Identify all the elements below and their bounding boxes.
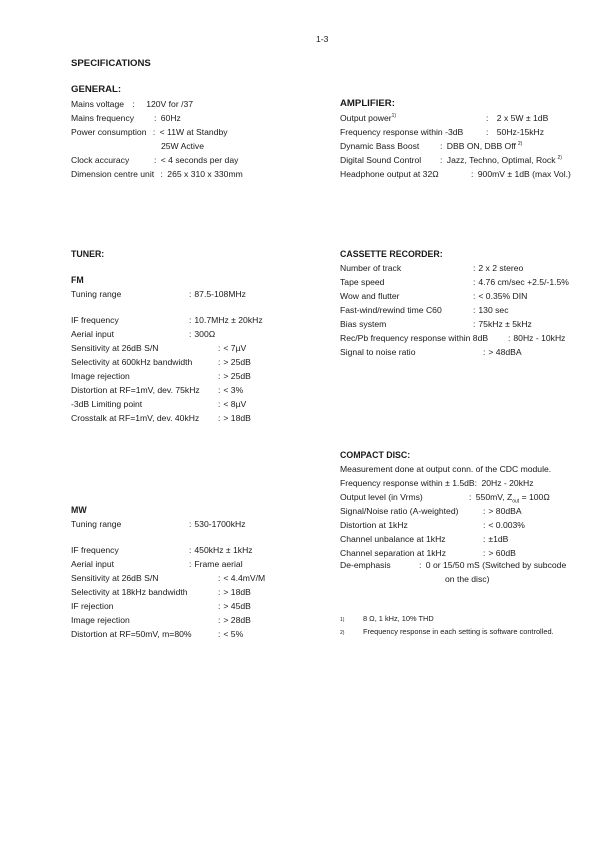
cd-row-value: : 550mV, $Z_{out} = 100\Omega$ (469, 492, 550, 505)
spec-value-cell (189, 315, 263, 325)
spec-value: 75kHz ± 5kHz (478, 319, 532, 329)
spec-value: < 4 seconds per day (160, 155, 239, 165)
spec-sep: : (154, 113, 157, 123)
spec-value: > 48dBA (488, 347, 522, 357)
spec-sep: : (218, 615, 221, 625)
spec-value-cell (483, 506, 522, 516)
footnote-mark: 1) (340, 617, 345, 623)
spec-value: > 60dB (488, 548, 516, 558)
spec-sep: : (160, 169, 163, 179)
spec-value: 120V for /37 (146, 99, 194, 109)
spec-sep: : (152, 127, 156, 137)
spec-label: Tape speed (340, 277, 385, 287)
amplifier-row-value (486, 127, 544, 137)
spec-sep: : (486, 127, 489, 137)
spec-label: IF frequency (71, 545, 119, 555)
spec-label: Frequency response within -3dB (340, 127, 464, 137)
spec-label: -3dB Limiting point (71, 399, 143, 409)
spec-sep: : (218, 573, 221, 583)
spec-label: Channel unbalance at 1kHz (340, 534, 446, 544)
cd-intro: Measurement done at output conn. of the CDC module. (340, 464, 552, 474)
spec-label: Signal/Noise ratio (A-weighted) (340, 506, 459, 516)
spec-sep: : (218, 629, 221, 639)
spec-sep: : (218, 357, 221, 367)
spec-label: Dimension centre unit (71, 169, 155, 179)
spec-sep: : (486, 113, 489, 123)
spec-sep: : (189, 519, 192, 529)
spec-label: Frequency response within ± 1.5dB (340, 478, 475, 488)
spec-label: Wow and flutter (340, 291, 400, 301)
spec-sep: : (483, 548, 486, 558)
spec-value: 2 x 2 stereo (478, 263, 524, 273)
spec-value: 265 x 310 x 330mm (167, 169, 243, 179)
spec-value-cell (189, 289, 246, 299)
spec-sep: : (471, 169, 474, 179)
spec-sep: : (483, 534, 486, 544)
spec-label: Aerial input (71, 329, 114, 339)
cassette-heading: CASSETTE RECORDER: (340, 249, 443, 259)
spec-sep: : (483, 506, 486, 516)
spec-value-cell (218, 573, 265, 583)
spec-label: Number of track (340, 263, 402, 273)
spec-sep: : (218, 587, 221, 597)
spec-value: 20Hz - 20kHz (481, 478, 534, 488)
spec-value: < 5% (223, 629, 244, 639)
spec-sep: : (218, 371, 221, 381)
spec-value: Jazz, Techno, Optimal, Rock (446, 155, 556, 165)
spec-value: 50Hz-15kHz (496, 127, 545, 137)
spec-label: Tuning range (71, 289, 122, 299)
spec-value: 60Hz (160, 113, 181, 123)
spec-value: < 4.4mV/M (223, 573, 266, 583)
spec-value-cell (218, 629, 243, 639)
cd-heading: COMPACT DISC: (340, 450, 411, 460)
spec-label: Sensitivity at 26dB S/N (71, 573, 159, 583)
spec-value: < 11W at Standby (159, 127, 228, 137)
spec-value-cell (508, 333, 565, 343)
spec-sep: : (132, 99, 135, 109)
spec-value: 4.76 cm/sec +2.5/-1.5% (478, 277, 569, 287)
spec-subscript: out (512, 498, 520, 505)
amplifier-row (340, 169, 439, 179)
spec-label: Image rejection (71, 371, 130, 381)
spec-label: Bias system (340, 319, 387, 329)
spec-value-cell (483, 534, 508, 544)
spec-label: Fast-wind/rewind time C60 (340, 305, 442, 315)
spec-value-cell (218, 399, 246, 409)
spec-sep: : (218, 601, 221, 611)
footnote-text: 8 Ω, 1 kHz, 10% THD (363, 614, 434, 623)
spec-label: Distortion at 1kHz (340, 520, 408, 530)
spec-value-cell (483, 347, 522, 357)
spec-value-cell (218, 357, 251, 367)
spec-sep: : (189, 315, 192, 325)
general-row (71, 169, 243, 179)
spec-sep: : (218, 413, 221, 423)
tuner-heading: TUNER: (71, 249, 105, 259)
spec-value-tail: = 100Ω (519, 492, 550, 502)
amplifier-row-value (486, 113, 548, 123)
general-row (71, 113, 134, 123)
spec-label: Channel separation at 1kHz (340, 548, 447, 558)
spec-label: De-emphasis (340, 560, 391, 570)
spec-sep: : (483, 520, 486, 530)
spec-sep: : (473, 263, 476, 273)
spec-label: Mains frequency (71, 113, 135, 123)
spec-sep: : (440, 141, 443, 151)
spec-value: 0 or 15/50 mS (Switched by subcode (425, 560, 567, 570)
spec-value-cell (473, 291, 527, 301)
spec-value: > 18dB (223, 587, 251, 597)
amplifier-row-value (440, 141, 522, 151)
amplifier-row (340, 113, 396, 123)
amplifier-row-value (471, 169, 571, 179)
spec-label: Image rejection (71, 615, 130, 625)
spec-value-cell (218, 413, 251, 423)
spec-value-cell (189, 329, 215, 339)
spec-value-cell (189, 559, 243, 569)
spec-value-cell (473, 319, 532, 329)
spec-value-cell (473, 277, 569, 287)
spec-label: Output level (in Vrms) (340, 492, 423, 502)
spec-sep: : (154, 155, 157, 165)
footnote-mark: 2) (340, 630, 345, 636)
spec-label: Aerial input (71, 559, 114, 569)
page-number: 1-3 (316, 34, 329, 44)
spec-value: < 0.35% DIN (478, 291, 528, 301)
general-row (71, 99, 193, 109)
spec-value: Frame aerial (194, 559, 243, 569)
amplifier-row (340, 141, 419, 151)
spec-value: > 25dB (223, 371, 251, 381)
spec-value-cell (483, 520, 525, 530)
spec-value: DBB ON, DBB Off (446, 141, 516, 151)
spec-label: Distortion at RF=50mV, m=80% (71, 629, 192, 639)
general-row (71, 155, 129, 165)
spec-value-cell (473, 263, 523, 273)
spec-value-cell (483, 548, 516, 558)
spec-value: 80Hz - 10kHz (513, 333, 566, 343)
spec-sep: : (440, 155, 443, 165)
amplifier-heading: AMPLIFIER: (340, 98, 395, 109)
spec-sep: : (189, 289, 192, 299)
spec-label: Rec/Pb frequency response within 8dB (340, 333, 489, 343)
spec-value: 130 sec (478, 305, 509, 315)
spec-label: Distortion at RF=1mV, dev. 75kHz (71, 385, 200, 395)
spec-label: Sensitivity at 26dB S/N (71, 343, 159, 353)
spec-value: 900mV ± 1dB (max Vol.) (477, 169, 571, 179)
spec-value: > 28dB (223, 615, 251, 625)
spec-value: > 45dB (223, 601, 251, 611)
mw-heading: MW (71, 505, 87, 515)
page-title: SPECIFICATIONS (71, 58, 151, 69)
spec-value-cell (473, 305, 509, 315)
fm-heading: FM (71, 275, 84, 285)
amplifier-row (340, 127, 463, 137)
general-heading: GENERAL: (71, 84, 122, 95)
spec-value: 300Ω (194, 329, 216, 339)
spec-value-cell (218, 371, 251, 381)
spec-value: > 80dBA (488, 506, 522, 516)
spec-label: IF frequency (71, 315, 119, 325)
spec-value: < 7µV (223, 343, 247, 353)
spec-value: 550mV, Z (475, 492, 513, 502)
spec-value-cell (218, 343, 246, 353)
spec-label: Clock accuracy (71, 155, 130, 165)
spec-value-cell (189, 545, 253, 555)
cd-row-value: : 0 or 15/50 mS (Switched by subcode (419, 560, 567, 570)
spec-value: 530-1700kHz (194, 519, 246, 529)
spec-value: on the disc) (445, 574, 490, 584)
spec-sep: : (473, 305, 476, 315)
spec-label: Power consumption (71, 127, 147, 137)
spec-label: Selectivity at 600kHz bandwidth (71, 357, 193, 367)
spec-label: Mains voltage (71, 99, 125, 109)
spec-label: Crosstalk at RF=1mV, dev. 40kHz (71, 413, 200, 423)
spec-label: Headphone output at 32Ω (340, 169, 439, 179)
amplifier-row (340, 155, 421, 165)
spec-sep: : (218, 343, 221, 353)
spec-value-cell (189, 519, 246, 529)
spec-value: < 3% (223, 385, 244, 395)
spec-value: > 25dB (223, 357, 251, 367)
spec-value: 25W Active (161, 141, 204, 151)
spec-sep: : (218, 385, 221, 395)
spec-value: < 0.003% (488, 520, 525, 530)
spec-label: Selectivity at 18kHz bandwidth (71, 587, 188, 597)
amplifier-row-value (440, 155, 562, 165)
spec-value-cell (218, 385, 243, 395)
spec-label: Tuning range (71, 519, 122, 529)
spec-value: ±1dB (488, 534, 509, 544)
spec-value: 10.7MHz ± 20kHz (194, 315, 263, 325)
general-row-value (154, 155, 238, 165)
spec-label: Output power (340, 113, 392, 123)
spec-label: Digital Sound Control (340, 155, 422, 165)
spec-sep: : (218, 399, 221, 409)
spec-sep: : (189, 559, 192, 569)
spec-label: Dynamic Bass Boost (340, 141, 420, 151)
spec-sep: : (473, 291, 476, 301)
spec-value: 450kHz ± 1kHz (194, 545, 253, 555)
spec-value: 2 x 5W ± 1dB (496, 113, 549, 123)
spec-sep: : (189, 329, 192, 339)
footnote-ref: 2) (557, 155, 562, 162)
spec-sep: : (483, 347, 486, 357)
spec-label: Signal to noise ratio (340, 347, 416, 357)
general-row-value (154, 113, 181, 123)
spec-value-cell (218, 587, 251, 597)
footnote-text: Frequency response in each setting is software controlled. (363, 627, 554, 636)
cd-row (340, 492, 423, 502)
spec-value-cell (218, 615, 251, 625)
spec-label: IF rejection (71, 601, 114, 611)
spec-sep: : (189, 545, 192, 555)
spec-value: < 8µV (223, 399, 247, 409)
cd-row: Frequency response within ± 1.5dB: 20Hz - 20kHz (340, 478, 534, 488)
spec-sep: : (473, 277, 476, 287)
footnote-ref: 1) (391, 113, 397, 120)
cd-row (340, 560, 391, 570)
spec-sep: : (508, 333, 511, 343)
footnote-ref: 2) (517, 141, 523, 148)
general-row (71, 127, 228, 137)
spec-value-cell (218, 601, 251, 611)
spec-value: > 18dB (223, 413, 251, 423)
spec-value: 87.5-108MHz (194, 289, 246, 299)
spec-sep: : (473, 319, 476, 329)
